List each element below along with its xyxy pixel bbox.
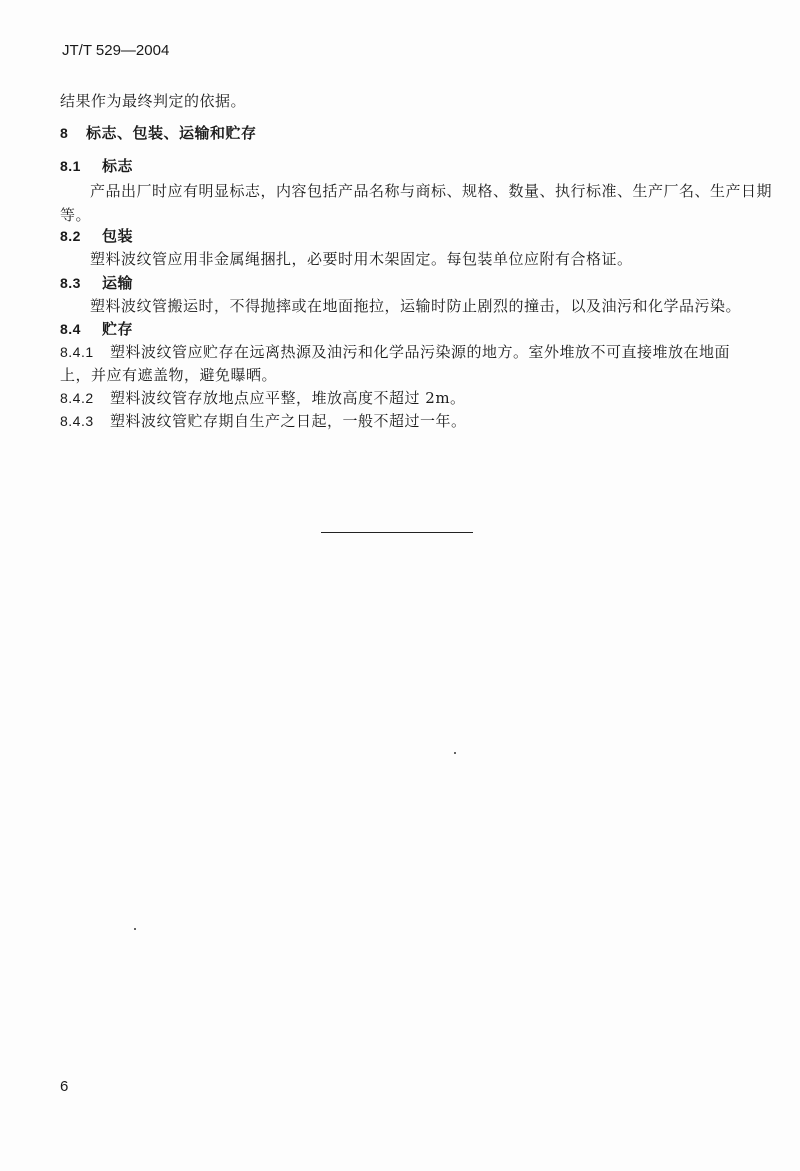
end-of-standard-rule bbox=[321, 532, 473, 533]
clause-8-4-2 bbox=[60, 387, 466, 408]
section-8-1-text-line2: 等。 bbox=[60, 206, 92, 224]
section-8-2-text: 塑料波纹管应用非金属绳捆扎，必要时用木架固定。每包装单位应附有合格证。 bbox=[90, 250, 633, 268]
section-8-2-title: 包装 bbox=[102, 227, 134, 245]
section-8-heading bbox=[60, 122, 257, 143]
section-8-1-text-line1: 产品出厂时应有明显标志，内容包括产品名称与商标、规格、数量、执行标准、生产厂名、生产日期 bbox=[90, 182, 773, 200]
clause-8-4-2-number: 8.4.2 bbox=[60, 390, 94, 406]
section-8-1-number: 8.1 bbox=[60, 158, 81, 174]
scan-speck bbox=[454, 752, 456, 754]
section-8-1-heading bbox=[60, 155, 133, 176]
section-8-3-title: 运输 bbox=[102, 274, 134, 292]
section-8-2-number: 8.2 bbox=[60, 228, 81, 244]
section-8-1-title: 标志 bbox=[102, 157, 134, 175]
clause-8-4-2-text: 塑料波纹管存放地点应平整，堆放高度不超过 2m。 bbox=[110, 389, 466, 407]
clause-8-4-1-text-line1: 塑料波纹管应贮存在远离热源及油污和化学品污染源的地方。室外堆放不可直接堆放在地面 bbox=[110, 343, 731, 361]
clause-8-4-1-text-line2: 上，并应有遮盖物，避免曝晒。 bbox=[60, 366, 278, 384]
clause-8-4-1-number: 8.4.1 bbox=[60, 344, 94, 360]
clause-8-4-1-line1 bbox=[60, 341, 730, 362]
clause-8-4-3-number: 8.4.3 bbox=[60, 413, 94, 429]
section-8-2-heading bbox=[60, 225, 133, 246]
section-8-3-heading bbox=[60, 272, 133, 293]
section-8-4-title: 贮存 bbox=[102, 320, 134, 338]
section-8-3-text: 塑料波纹管搬运时，不得抛摔或在地面拖拉，运输时防止剧烈的撞击，以及油污和化学品污染。 bbox=[90, 297, 742, 315]
clause-8-4-3-text: 塑料波纹管贮存期自生产之日起，一般不超过一年。 bbox=[110, 412, 467, 430]
section-8-4-heading bbox=[60, 318, 133, 339]
standard-code-header: JT/T 529—2004 bbox=[62, 42, 170, 59]
section-8-3-number: 8.3 bbox=[60, 275, 81, 291]
continuation-line: 结果作为最终判定的依据。 bbox=[60, 92, 247, 110]
section-8-title: 标志、包装、运输和贮存 bbox=[86, 124, 257, 142]
page-number: 6 bbox=[60, 1078, 69, 1095]
scan-speck bbox=[134, 928, 136, 930]
clause-8-4-3 bbox=[60, 410, 467, 431]
section-8-number: 8 bbox=[60, 125, 69, 141]
section-8-4-number: 8.4 bbox=[60, 321, 81, 337]
